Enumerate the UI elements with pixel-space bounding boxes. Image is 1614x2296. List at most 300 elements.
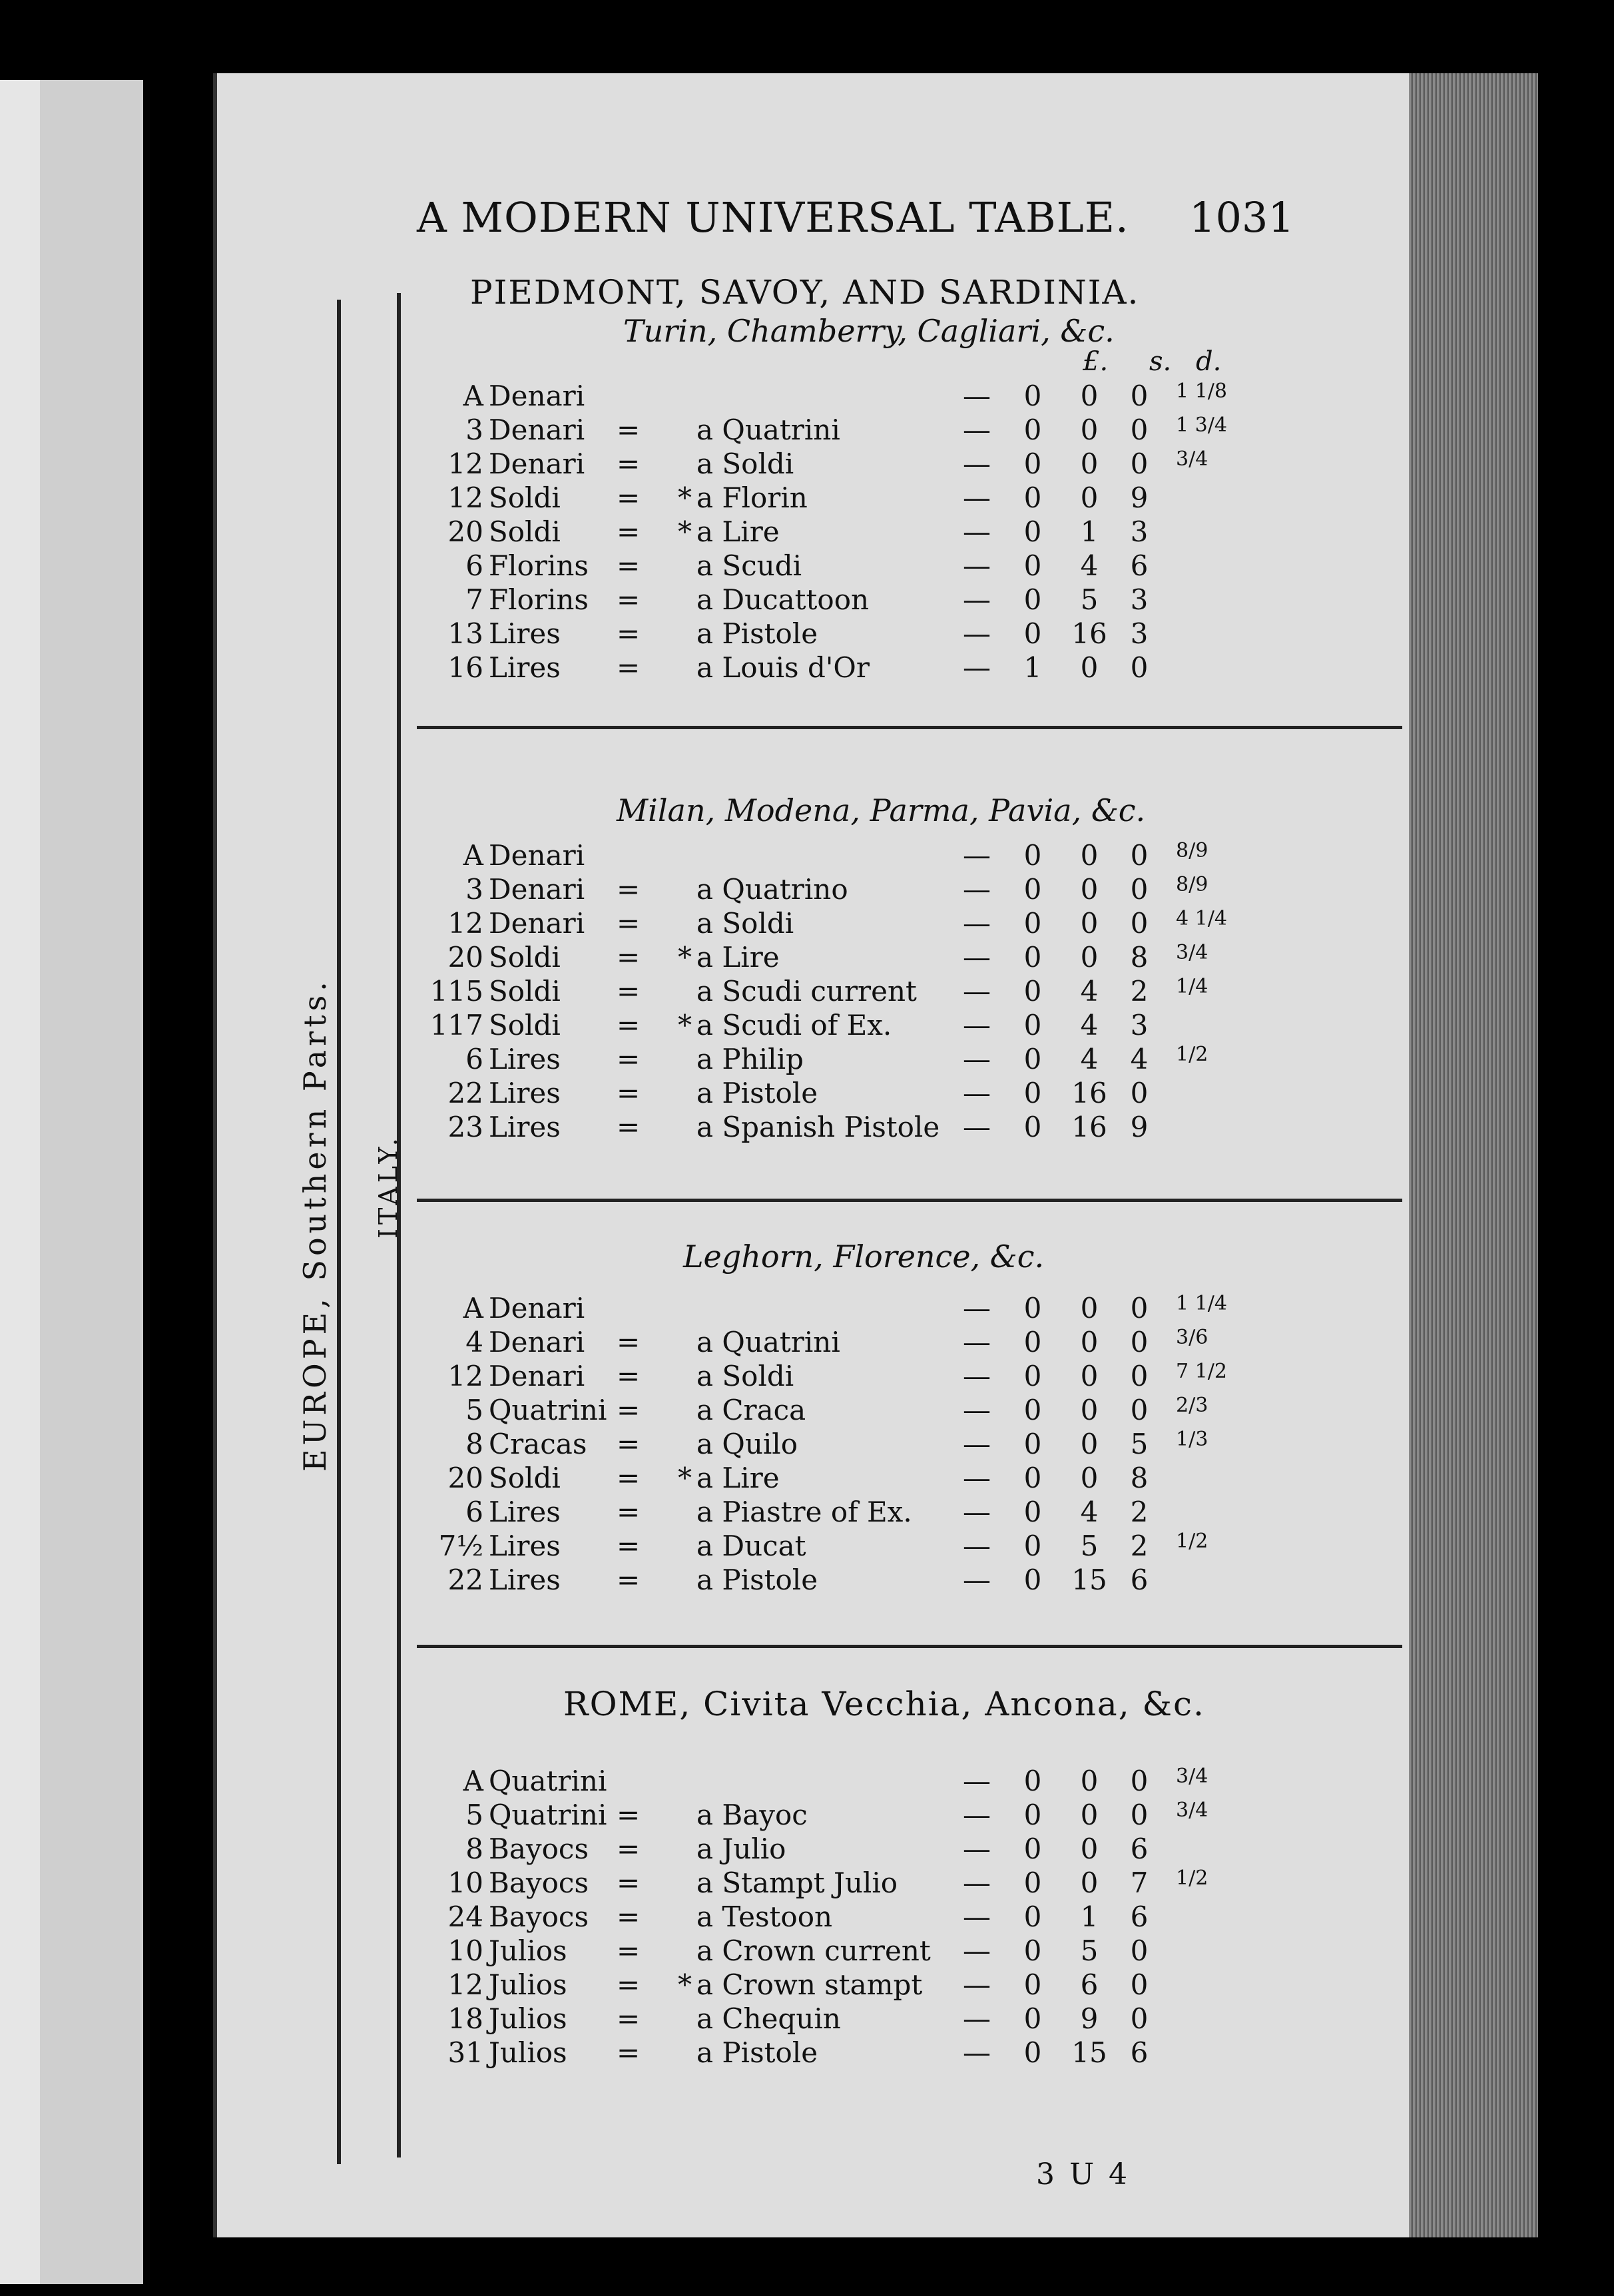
cell-eq: = (617, 941, 641, 974)
cell-d: 3 (1130, 1009, 1149, 1041)
cell-s: 4 (1080, 1496, 1099, 1528)
cell-l: 0 (1023, 1866, 1042, 1899)
table-row (417, 941, 1402, 976)
cell-eq: = (617, 1360, 641, 1392)
cell-dash: — (963, 1564, 991, 1596)
cell-to: a Crown stampt (696, 1968, 923, 2001)
cell-from: Julios (489, 2002, 567, 2035)
cell-eq: = (617, 975, 641, 1007)
cell-to: a Scudi current (696, 975, 917, 1007)
cell-l: 0 (1023, 380, 1042, 412)
cell-from: Denari (489, 1326, 585, 1358)
cell-qty: 7 (465, 583, 483, 616)
table-row (417, 1111, 1402, 1145)
table-row (417, 1394, 1402, 1428)
cell-d: 0 (1130, 1799, 1149, 1831)
cell-d: 0 (1130, 651, 1149, 684)
table-row (417, 515, 1402, 550)
table-row (417, 1799, 1402, 1833)
cell-eq: = (617, 873, 641, 906)
cell-qty: 22 (447, 1564, 483, 1596)
cell-d: 0 (1130, 1077, 1149, 1109)
signature-mark: 3 U 4 (1036, 2157, 1131, 2191)
cell-star: * (678, 1968, 692, 2001)
cell-l: 0 (1023, 1462, 1042, 1494)
cell-from: Julios (489, 2036, 567, 2069)
section-divider (417, 1199, 1402, 1202)
cell-to: a Quatrino (696, 873, 848, 906)
cell-s: 0 (1080, 839, 1099, 872)
cell-dash: — (963, 1428, 991, 1460)
cell-l: 0 (1023, 1360, 1042, 1392)
cell-d: 3 (1130, 617, 1149, 650)
cell-qty: 115 (429, 975, 483, 1007)
cell-dash: — (963, 1292, 991, 1324)
cell-l: 0 (1023, 1564, 1042, 1596)
cell-d: 0 (1130, 1934, 1149, 1967)
cell-qty: 7½ (438, 1530, 483, 1562)
cell-l: 0 (1023, 549, 1042, 582)
cell-from: Lires (489, 651, 561, 684)
cell-dash: — (963, 873, 991, 906)
cell-eq: = (617, 1326, 641, 1358)
cell-d: 0 (1130, 447, 1149, 480)
cell-dash: — (963, 1326, 991, 1358)
cell-star: * (678, 941, 692, 974)
cell-to: a Pistole (696, 1564, 818, 1596)
cell-f: 3/4 (1176, 447, 1209, 471)
cell-qty: 18 (447, 2002, 483, 2035)
cell-eq: = (617, 2036, 641, 2069)
cell-to: a Crown current (696, 1934, 931, 1967)
page-edges (1405, 73, 1538, 2237)
cell-from: Bayocs (489, 1900, 589, 1933)
cell-to: a Soldi (696, 907, 794, 940)
table-row (417, 1043, 1402, 1077)
cell-eq: = (617, 447, 641, 480)
cell-l: 0 (1023, 1765, 1042, 1797)
cell-to: a Scudi of Ex. (696, 1009, 892, 1041)
cell-eq: = (617, 1009, 641, 1041)
cell-eq: = (617, 1968, 641, 2001)
cell-eq: = (617, 1530, 641, 1562)
section-subheading: Leghorn, Florence, &c. (683, 1239, 1045, 1275)
cell-dash: — (963, 1111, 991, 1143)
section-heading: ROME, Civita Vecchia, Ancona, &c. (563, 1685, 1205, 1723)
cell-eq: = (617, 549, 641, 582)
cell-star: * (678, 1009, 692, 1041)
cell-qty: 24 (447, 1900, 483, 1933)
cell-eq: = (617, 1564, 641, 1596)
cell-to: a Lire (696, 941, 780, 974)
cell-dash: — (963, 380, 991, 412)
cell-s: 5 (1080, 1934, 1099, 1967)
cell-s: 0 (1080, 1326, 1099, 1358)
cell-f: 8/9 (1176, 873, 1209, 896)
cell-dash: — (963, 1496, 991, 1528)
cell-d: 0 (1130, 907, 1149, 940)
cell-d: 0 (1130, 414, 1149, 446)
cell-eq: = (617, 1111, 641, 1143)
cell-dash: — (963, 583, 991, 616)
cell-from: Denari (489, 907, 585, 940)
cell-f: 2/3 (1176, 1394, 1209, 1417)
cell-l: 0 (1023, 873, 1042, 906)
cell-s: 0 (1080, 1360, 1099, 1392)
cell-s: 15 (1071, 1564, 1107, 1596)
cell-qty: A (463, 1292, 483, 1324)
cell-dash: — (963, 617, 991, 650)
book-page (213, 73, 1409, 2237)
table-row (417, 380, 1402, 414)
cell-qty: 13 (447, 617, 483, 650)
cell-s: 15 (1071, 2036, 1107, 2069)
cell-d: 8 (1130, 941, 1149, 974)
cell-eq: = (617, 1428, 641, 1460)
cell-qty: A (463, 380, 483, 412)
cell-qty: 10 (447, 1866, 483, 1899)
cell-d: 8 (1130, 1462, 1149, 1494)
table-row (417, 2002, 1402, 2037)
cell-qty: 31 (447, 2036, 483, 2069)
cell-s: 0 (1080, 481, 1099, 514)
cell-qty: 12 (447, 1968, 483, 2001)
table-row (417, 1428, 1402, 1462)
cell-f: 3/4 (1176, 1799, 1209, 1822)
cell-l: 0 (1023, 1934, 1042, 1967)
table-row (417, 1564, 1402, 1598)
cell-s: 16 (1071, 1111, 1107, 1143)
table-row (417, 1462, 1402, 1496)
table-row (417, 1326, 1402, 1360)
cell-f: 1 1/4 (1176, 1292, 1227, 1315)
table-row (417, 1833, 1402, 1867)
section-heading: PIEDMONT, SAVOY, AND SARDINIA. (470, 273, 1140, 312)
cell-qty: 6 (465, 1496, 483, 1528)
cell-from: Soldi (489, 481, 561, 514)
cell-d: 2 (1130, 1496, 1149, 1528)
cell-eq: = (617, 651, 641, 684)
cell-from: Soldi (489, 1009, 561, 1041)
cell-f: 4 1/4 (1176, 907, 1227, 930)
cell-from: Lires (489, 1564, 561, 1596)
cell-from: Quatrini (489, 1799, 607, 1831)
cell-to: a Quatrini (696, 1326, 840, 1358)
cell-to: a Lire (696, 1462, 780, 1494)
table-row (417, 1009, 1402, 1043)
cell-to: a Florin (696, 481, 808, 514)
cell-to: a Testoon (696, 1900, 833, 1933)
cell-l: 0 (1023, 447, 1042, 480)
cell-from: Lires (489, 1043, 561, 1075)
cell-from: Quatrini (489, 1394, 607, 1426)
cell-from: Soldi (489, 515, 561, 548)
cell-l: 0 (1023, 941, 1042, 974)
cell-s: 1 (1080, 515, 1099, 548)
cell-s: 4 (1080, 975, 1099, 1007)
cell-from: Bayocs (489, 1833, 589, 1865)
cell-eq: = (617, 1934, 641, 1967)
cell-d: 9 (1130, 1111, 1149, 1143)
cell-to: a Lire (696, 515, 780, 548)
cell-l: 0 (1023, 1428, 1042, 1460)
cell-dash: — (963, 1866, 991, 1899)
section-divider (417, 726, 1402, 729)
cell-qty: 12 (447, 447, 483, 480)
cell-to: a Ducat (696, 1530, 806, 1562)
facing-page-edge (0, 80, 143, 2284)
cell-dash: — (963, 2002, 991, 2035)
section-subheading: Milan, Modena, Parma, Pavia, &c. (617, 792, 1146, 828)
cell-from: Denari (489, 873, 585, 906)
cell-qty: 8 (465, 1428, 483, 1460)
cell-dash: — (963, 1394, 991, 1426)
table-row (417, 447, 1402, 482)
cell-qty: 4 (465, 1326, 483, 1358)
cell-f: 3/6 (1176, 1326, 1209, 1349)
cell-l: 0 (1023, 1968, 1042, 2001)
cell-d: 3 (1130, 515, 1149, 548)
cell-l: 0 (1023, 1326, 1042, 1358)
cell-to: a Philip (696, 1043, 804, 1075)
cell-dash: — (963, 2036, 991, 2069)
cell-s: 0 (1080, 414, 1099, 446)
cell-from: Lires (489, 1111, 561, 1143)
cell-star: * (678, 481, 692, 514)
pounds-heading: £. (1083, 346, 1109, 377)
cell-from: Lires (489, 1496, 561, 1528)
cell-s: 0 (1080, 907, 1099, 940)
cell-eq: = (617, 1833, 641, 1865)
cell-l: 0 (1023, 1394, 1042, 1426)
cell-from: Florins (489, 583, 589, 616)
cell-qty: 6 (465, 549, 483, 582)
cell-f: 3/4 (1176, 941, 1209, 964)
cell-l: 0 (1023, 1009, 1042, 1041)
cell-dash: — (963, 515, 991, 548)
cell-to: a Ducattoon (696, 583, 870, 616)
cell-dash: — (963, 651, 991, 684)
cell-s: 0 (1080, 1833, 1099, 1865)
cell-d: 0 (1130, 1360, 1149, 1392)
cell-s: 16 (1071, 617, 1107, 650)
cell-from: Lires (489, 1530, 561, 1562)
cell-qty: 8 (465, 1833, 483, 1865)
table-row (417, 617, 1402, 652)
cell-l: 0 (1023, 1496, 1042, 1528)
cell-to: a Stampt Julio (696, 1866, 898, 1899)
cell-from: Denari (489, 839, 585, 872)
cell-dash: — (963, 1462, 991, 1494)
cell-d: 0 (1130, 2002, 1149, 2035)
cell-dash: — (963, 1043, 991, 1075)
cell-s: 0 (1080, 380, 1099, 412)
cell-from: Denari (489, 1360, 585, 1392)
cell-qty: 3 (465, 873, 483, 906)
page-number: 1031 (1189, 193, 1294, 242)
cell-dash: — (963, 941, 991, 974)
cell-l: 0 (1023, 1900, 1042, 1933)
cell-eq: = (617, 1043, 641, 1075)
cell-eq: = (617, 1077, 641, 1109)
section-subheading: Turin, Chamberry, Cagliari, &c. (623, 313, 1115, 349)
table-row (417, 414, 1402, 448)
cell-s: 0 (1080, 873, 1099, 906)
cell-l: 0 (1023, 2036, 1042, 2069)
table-row (417, 1496, 1402, 1530)
table-row (417, 1968, 1402, 2003)
cell-star: * (678, 1462, 692, 1494)
cell-d: 9 (1130, 481, 1149, 514)
cell-from: Soldi (489, 1462, 561, 1494)
cell-s: 0 (1080, 1292, 1099, 1324)
cell-eq: = (617, 1496, 641, 1528)
cell-dash: — (963, 1009, 991, 1041)
cell-dash: — (963, 481, 991, 514)
cell-s: 4 (1080, 1009, 1099, 1041)
cell-s: 4 (1080, 549, 1099, 582)
cell-l: 0 (1023, 1833, 1042, 1865)
cell-dash: — (963, 1765, 991, 1797)
cell-l: 0 (1023, 1043, 1042, 1075)
cell-d: 0 (1130, 380, 1149, 412)
cell-s: 1 (1080, 1900, 1099, 1933)
cell-l: 0 (1023, 975, 1042, 1007)
cell-d: 0 (1130, 839, 1149, 872)
cell-qty: 23 (447, 1111, 483, 1143)
table-row (417, 975, 1402, 1009)
table-row (417, 583, 1402, 618)
cell-from: Lires (489, 1077, 561, 1109)
cell-s: 0 (1080, 941, 1099, 974)
cell-from: Denari (489, 447, 585, 480)
cell-eq: = (617, 1900, 641, 1933)
country-label: ITALY. (374, 1134, 403, 1239)
cell-to: a Spanish Pistole (696, 1111, 940, 1143)
cell-s: 16 (1071, 1077, 1107, 1109)
table-row (417, 1900, 1402, 1935)
table-row (417, 2036, 1402, 2071)
cell-d: 0 (1130, 1394, 1149, 1426)
cell-s: 6 (1080, 1968, 1099, 2001)
cell-from: Denari (489, 1292, 585, 1324)
table-row (417, 1292, 1402, 1326)
cell-s: 0 (1080, 1428, 1099, 1460)
cell-dash: — (963, 907, 991, 940)
cell-l: 0 (1023, 583, 1042, 616)
cell-dash: — (963, 1799, 991, 1831)
cell-d: 5 (1130, 1428, 1149, 1460)
cell-qty: 6 (465, 1043, 483, 1075)
cell-s: 9 (1080, 2002, 1099, 2035)
table-row (417, 1765, 1402, 1799)
cell-to: a Julio (696, 1833, 786, 1865)
cell-l: 0 (1023, 515, 1042, 548)
cell-d: 0 (1130, 873, 1149, 906)
cell-dash: — (963, 1360, 991, 1392)
cell-l: 0 (1023, 907, 1042, 940)
cell-d: 0 (1130, 1292, 1149, 1324)
cell-from: Lires (489, 617, 561, 650)
table-row (417, 481, 1402, 516)
cell-to: a Pistole (696, 1077, 818, 1109)
cell-to: a Louis d'Or (696, 651, 870, 684)
cell-eq: = (617, 617, 641, 650)
cell-star: * (678, 515, 692, 548)
table-row (417, 1934, 1402, 1969)
table-row (417, 1530, 1402, 1564)
cell-s: 5 (1080, 583, 1099, 616)
cell-d: 0 (1130, 1765, 1149, 1797)
cell-l: 0 (1023, 1111, 1042, 1143)
cell-eq: = (617, 1866, 641, 1899)
cell-d: 3 (1130, 583, 1149, 616)
cell-f: 1/3 (1176, 1428, 1209, 1451)
cell-from: Soldi (489, 941, 561, 974)
cell-to: a Soldi (696, 1360, 794, 1392)
cell-eq: = (617, 481, 641, 514)
cell-d: 6 (1130, 2036, 1149, 2069)
cell-f: 8/9 (1176, 839, 1209, 862)
cell-s: 0 (1080, 1866, 1099, 1899)
cell-d: 0 (1130, 1326, 1149, 1358)
cell-to: a Quilo (696, 1428, 798, 1460)
cell-dash: — (963, 1968, 991, 2001)
cell-dash: — (963, 1530, 991, 1562)
cell-s: 0 (1080, 1799, 1099, 1831)
cell-from: Denari (489, 380, 585, 412)
cell-f: 1/2 (1176, 1043, 1209, 1066)
cell-l: 0 (1023, 414, 1042, 446)
cell-dash: — (963, 839, 991, 872)
cell-l: 1 (1023, 651, 1042, 684)
section-divider (417, 1645, 1402, 1648)
cell-qty: 5 (465, 1799, 483, 1831)
shillings-heading: s. (1149, 346, 1172, 377)
cell-f: 1/2 (1176, 1866, 1209, 1890)
table-row (417, 1360, 1402, 1394)
cell-from: Bayocs (489, 1866, 589, 1899)
cell-to: a Piastre of Ex. (696, 1496, 912, 1528)
table-row (417, 907, 1402, 942)
cell-from: Denari (489, 414, 585, 446)
region-brace (337, 300, 341, 2164)
cell-qty: 12 (447, 1360, 483, 1392)
cell-s: 0 (1080, 1765, 1099, 1797)
cell-from: Florins (489, 549, 589, 582)
cell-f: 7 1/2 (1176, 1360, 1227, 1383)
cell-l: 0 (1023, 617, 1042, 650)
table-row (417, 1866, 1402, 1901)
cell-qty: 10 (447, 1934, 483, 1967)
cell-l: 0 (1023, 2002, 1042, 2035)
cell-to: a Chequin (696, 2002, 841, 2035)
cell-dash: — (963, 414, 991, 446)
cell-s: 5 (1080, 1530, 1099, 1562)
cell-qty: 20 (447, 941, 483, 974)
cell-s: 0 (1080, 1462, 1099, 1494)
cell-from: Quatrini (489, 1765, 607, 1797)
cell-qty: 117 (429, 1009, 483, 1041)
cell-dash: — (963, 447, 991, 480)
cell-l: 0 (1023, 481, 1042, 514)
table-row (417, 549, 1402, 584)
cell-qty: 20 (447, 1462, 483, 1494)
cell-s: 4 (1080, 1043, 1099, 1075)
cell-qty: 12 (447, 481, 483, 514)
cell-qty: 22 (447, 1077, 483, 1109)
table-row (417, 873, 1402, 908)
